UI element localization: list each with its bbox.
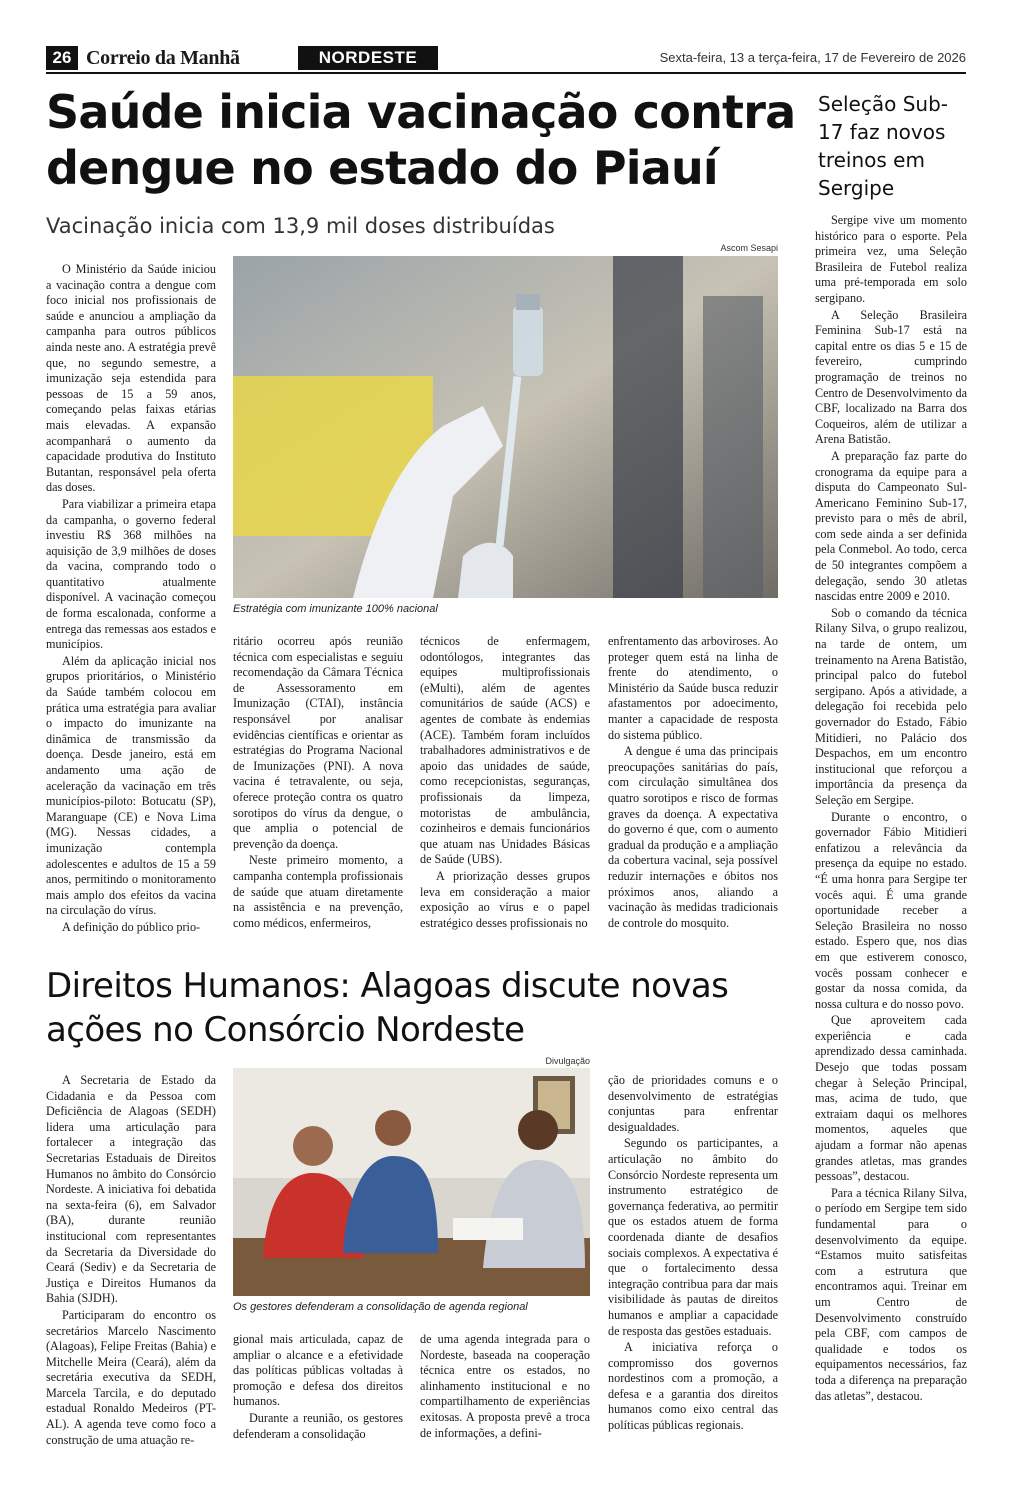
masthead: [46, 46, 966, 72]
story1-column-4: [608, 634, 778, 932]
story2-column-1: [46, 1073, 216, 1449]
section-label: NORDESTE: [298, 46, 438, 70]
story1-column-1: [46, 262, 216, 937]
story2-column-2: [233, 1332, 403, 1443]
paragraph: A preparação faz parte do cronograma da equipe para a disputa do Campeonato Sul-Americano Feminino Sub-17, previsto para o mês de abril, com sede ainda a ser definida pela Conmebol. Ao todo, cerca de 50 integrantes compõem a delegação, sendo 30 atletas nascidas entre 2009 e 2010.: [815, 448, 967, 604]
story2-photo-caption: Os gestores defenderam a consolidação de agenda regional: [233, 1301, 528, 1313]
story1-column-3: [420, 634, 590, 932]
paragraph: Segundo os participantes, a articulação no âmbito do Consórcio Nordeste representa um instrumento estratégico de governança federativa, ao permitir que os estados atuem de forma coordenada diante de desafios sociais complexos. A expectativa é que o fortalecimento dessa integração contribua para dar mais visibilidade às pautas de direitos humanos e ampliar a capacidade de resposta das gestões estaduais.: [608, 1136, 778, 1338]
page-number: 26: [46, 46, 78, 70]
story1-subheadline: Vacinação inicia com 13,9 mil doses distribuídas: [46, 214, 555, 238]
paragraph: técnicos de enfermagem, odontólogos, integrantes das equipes multiprofissionais (eMulti), além de agentes comunitários de saúde (ACS) e agentes de combate às endemias (ACE). Também foram incluídos trabalhadores administrativos e de apoio das unidades de saúde, como recepcionistas, seguranças, profissionais da limpeza, motoristas de ambulância, cozinheiros e demais funcionários que atuam nas Unidades Básicas de Saúde (UBS).: [420, 634, 590, 867]
paragraph: Além da aplicação inicial nos grupos prioritários, o Ministério da Saúde também colocou em prática uma estratégia para avaliar o impacto do imunizante na dinâmica de transmissão da doença. Desde janeiro, está em andamento uma ação de aceleração da vacinação em três municípios-piloto: Botucatu (SP), Maranguape (CE) e Nova Lima (MG). Nessas cidades, a imunização contempla adolescentes e adultos de 15 a 59 anos, permitindo o monitoramento mais amplo dos efeitos da vacina na circulação do vírus.: [46, 653, 216, 918]
paragraph: Para viabilizar a primeira etapa da campanha, o governo federal investiu R$ 368 milhões na aquisição de 3,9 milhões de doses da vacina, comprando todo o quantitativo atualmente disponível. A vacinação começou de forma escalonada, conforme a entrega das remessas aos estados e municípios.: [46, 496, 216, 652]
paragraph: Que aproveitem cada experiência e cada aprendizado dessa caminhada. Desejo que todas possam chegar à Seleção Principal, mas, acima de tudo, que extraiam daqui os melhores momentos, aqueles que ajudam a formar não apenas grandes atletas, mas grandes pessoas”, destacou.: [815, 1013, 967, 1184]
paragraph: A Seleção Brasileira Feminina Sub-17 está na capital entre os dias 5 e 15 de fevereiro, cumprindo programação de treinos no Centro de Desenvolvimento da CBF, localizado na Barra dos Coqueiros, além de utilizar a Arena Batistão.: [815, 307, 967, 447]
paragraph: Participaram do encontro os secretários Marcelo Nascimento (Alagoas), Felipe Freitas (Bahia) e Mitchelle Meira (Ceará), além da secretária executiva da SEDH, Marcela Tarcila, e do deputado estadual Ronaldo Medeiros (PT-AL). A agenda teve como foco a construção de uma atuação re-: [46, 1307, 216, 1447]
paragraph: ção de prioridades comuns e o desenvolvimento de estratégias conjuntas para enfrentar desigualdades.: [608, 1073, 778, 1134]
paragraph: A dengue é uma das principais preocupações sanitárias do país, com circulação simultânea dos quatro sorotipos e risco de formas graves da doença. A expectativa do governo é que, com o aumento gradual da produção e a ampliação da cobertura vacinal, seja possível reduzir internações e óbitos nos próximos anos, aliando a vacinação às medidas tradicionais de controle do mosquito.: [608, 744, 778, 930]
story2-headline: Direitos Humanos: Alagoas discute novas ações no Consórcio Nordeste: [46, 966, 729, 1050]
paragraph: Para a técnica Rilany Silva, o período em Sergipe tem sido fundamental para o desenvolvimento da equipe. “Estamos muito satisfeitas com a estrutura que encontramos aqui. Treinar em um Centro de Desenvolvimento construído pela CBF, com campos de qualidade e todos os equipamentos necessários, faz toda a diferença na preparação das atletas”, destacou.: [815, 1185, 967, 1403]
paragraph: Durante a reunião, os gestores defenderam a consolidação: [233, 1410, 403, 1441]
paragraph: Durante o encontro, o governador Fábio Mitidieri enfatizou a relevância da presença da equipe no estado. “É uma honra para Sergipe ter vocês aqui. É uma grande oportunidade receber a Seleção Brasileira no nosso estado. Espero que, nos dias em que estiverem conosco, vocês possam conhecer e gostar da nossa comida, da nossa cultura e do nosso povo.: [815, 809, 967, 1011]
story2-column-3: [420, 1332, 590, 1442]
paragraph: ritário ocorreu após reunião técnica com especialistas e seguiu recomendação da Câmara Técnica de Assessoramento em Imunização (CTAI), instância responsável por analisar evidências científicas e orientar as estratégias do Programa Nacional de Imunizações (PNI). A nova vacina é tetravalente, ou seja, oferece proteção contra os quatro sorotipos do vírus da dengue, o que amplia o potencial de prevenção da doença.: [233, 634, 403, 851]
vaccine-photo: [233, 256, 778, 598]
paragraph: A definição do público prio-: [62, 919, 201, 934]
story1-column-2: [233, 634, 403, 932]
story1-photo-caption: Estratégia com imunizante 100% nacional: [233, 603, 438, 615]
story2-photo-credit: Divulgação: [545, 1056, 590, 1066]
meeting-photo-illustration: [233, 1068, 590, 1296]
vaccine-photo-illustration: [233, 256, 778, 598]
paragraph: Neste primeiro momento, a campanha contempla profissionais de saúde que atuam diretamente na assistência e na prevenção, como médicos, enfermeiros,: [233, 853, 403, 930]
meeting-photo: [233, 1068, 590, 1296]
paragraph: Sob o comando da técnica Rilany Silva, o grupo realizou, na tarde de ontem, um treinamento na Arena Batistão, principal palco do futebol sergipano. Após a atividade, a delegação foi recebida pelo governador do Estado, Fábio Mitidieri, no Palácio dos Despachos, em um encontro institucional que reforçou a importância da presença da Seleção em Sergipe.: [815, 605, 967, 807]
paragraph: A priorização desses grupos leva em consideração a maior exposição ao vírus e o papel estratégico desses profissionais no: [420, 868, 590, 930]
paragraph: gional mais articulada, capaz de ampliar o alcance e a efetividade das políticas públicas voltadas à promoção e defesa dos direitos humanos.: [233, 1332, 403, 1409]
paragraph: A iniciativa reforça o compromisso dos governos nordestinos com a promoção, a defesa e a garantia dos direitos humanos como eixo central das políticas públicas regionais.: [608, 1340, 778, 1433]
paragraph: enfrentamento das arboviroses. Ao proteger quem está na linha de frente do atendimento, o Ministério da Saúde busca reduzir afastamentos por adoecimento, manter a capacidade de resposta do sistema público.: [608, 634, 778, 742]
paragraph: A Secretaria de Estado da Cidadania e da Pessoa com Deficiência de Alagoas (SEDH) lidera uma articulação para fortalecer a integração das Secretarias Estaduais de Direitos Humanos no âmbito do Consórcio Nordeste. A iniciativa foi debatida na sexta-feira (6), em Salvador (BA), durante reunião institucional com representantes da Secretaria da Diversidade do Ceará (Sediv) e da Secretaria de Justiça e Direitos Humanos da Bahia (SJDH).: [46, 1073, 216, 1306]
sidebar-column: [815, 213, 967, 1405]
story1-photo-credit: Ascom Sesapi: [720, 243, 778, 253]
paragraph: de uma agenda integrada para o Nordeste, baseada na cooperação técnica entre os estados, no alinhamento institucional e no compartilhamento de experiências exitosas. A proposta prevê a troca de informações, a defini-: [420, 1332, 590, 1440]
masthead-rule: [46, 72, 966, 74]
story1-headline: Saúde inicia vacinação contra dengue no estado do Piauí: [46, 85, 796, 195]
edition-date: Sexta-feira, 13 a terça-feira, 17 de Fevereiro de 2026: [659, 50, 966, 65]
newspaper-brand: Correio da Manhã: [86, 47, 240, 69]
story2-column-4: [608, 1073, 778, 1435]
paragraph: O Ministério da Saúde iniciou a vacinação contra a dengue com foco inicial nos profissionais de saúde e anunciou a ampliação da campanha para outros públicos ainda neste ano. A estratégia prevê que, no segundo semestre, a imunização seja estendida para pessoas de 15 a 59 anos, começando pelas faixas etárias mais elevadas. A expansão acompanhará o aumento da capacidade produtiva do Instituto Butantan, responsável pela oferta das doses.: [46, 262, 216, 495]
sidebar-headline: Seleção Sub-17 faz novos treinos em Sergipe: [818, 92, 948, 200]
paragraph: Sergipe vive um momento histórico para o esporte. Pela primeira vez, uma Seleção Brasileira de Futebol realiza uma pré-temporada em solo sergipano.: [815, 213, 967, 305]
